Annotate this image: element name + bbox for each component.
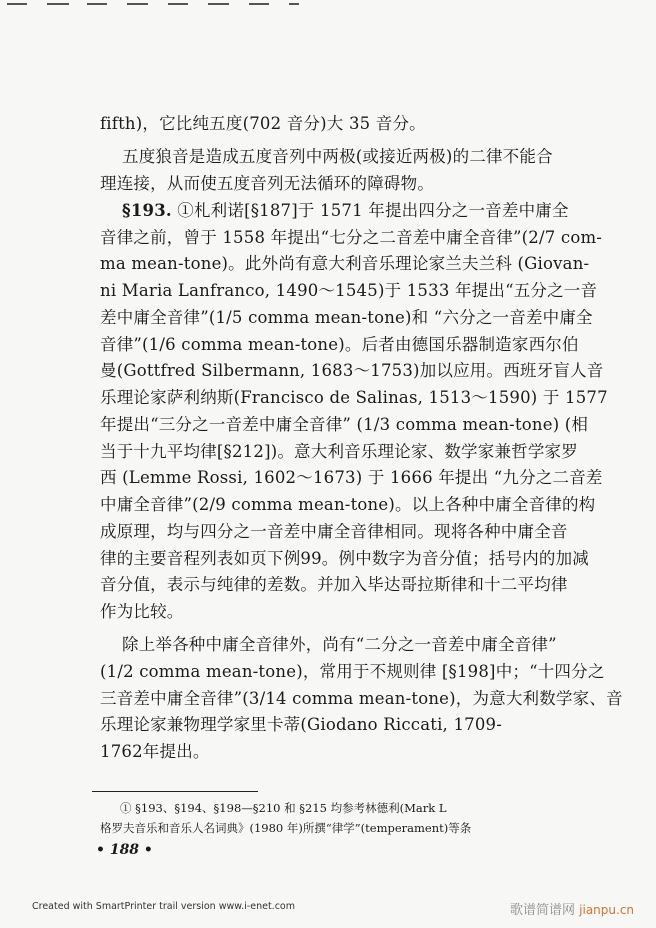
header-dash bbox=[289, 3, 299, 5]
text-line: 乐理论家萨利纳斯(Francisco de Salinas, 1513～1590) 于 1577 bbox=[100, 388, 608, 407]
header-dash bbox=[7, 3, 27, 5]
text-line: 当于十九平均律[§212])。意大利音乐理论家、数学家兼哲学家罗 bbox=[100, 442, 578, 461]
header-dash bbox=[168, 3, 188, 5]
page-number: • 188 • bbox=[96, 842, 153, 858]
site-watermark-cn: 歌谱简谱网 bbox=[510, 903, 576, 918]
text-line: 律的主要音程列表如页下例99。例中数字为音分值；括号内的加减 bbox=[100, 549, 589, 568]
site-watermark-domain: jianpu.cn bbox=[579, 903, 635, 917]
section-heading: §193. bbox=[122, 201, 172, 220]
header-dash bbox=[249, 3, 269, 5]
text-line: (1/2 comma mean-tone)，常用于不规则律 [§198]中；“十四分之 bbox=[100, 662, 605, 681]
text-line: 音律之前，曾于 1558 年提出“七分之二音差中庸全音律”(2/7 com- bbox=[100, 228, 603, 247]
text-line: 理连接，从而使五度音列无法循环的障碍物。 bbox=[100, 174, 434, 193]
text-line: 除上举各种中庸全音律外，尚有“二分之一音差中庸全音律” bbox=[122, 635, 557, 654]
text-line: 三音差中庸全音律”(3/14 comma mean-tone)，为意大利数学家、音 bbox=[100, 689, 623, 708]
header-dash bbox=[208, 3, 229, 5]
footnote-line: ① §193、§194、§198—§210 和 §215 均参考林德利(Mark L bbox=[120, 801, 447, 815]
text-line: 差中庸全音律”(1/5 comma mean-tone)和 “六分之一音差中庸全 bbox=[100, 308, 593, 327]
text-line: 作为比较。 bbox=[100, 602, 184, 621]
text-line: 西 (Lemme Rossi, 1602～1673) 于 1666 年提出 “九分之二音差 bbox=[100, 468, 603, 487]
text-line: 音律”(1/6 comma mean-tone)。后者由德国乐器制造家西尔伯 bbox=[100, 335, 579, 354]
footnote-line: 格罗夫音乐和音乐人名词典》(1980 年)所撰“律学”(temperament)等条 bbox=[100, 821, 472, 835]
text-line: 1762年提出。 bbox=[100, 742, 210, 761]
text-line: 五度狼音是造成五度音列中两极(或接近两极)的二律不能合 bbox=[122, 147, 553, 166]
text-line: 乐理论家兼物理学家里卡蒂(Giodano Riccati, 1709- bbox=[100, 715, 503, 734]
footnote-divider bbox=[92, 791, 258, 792]
text-line: 音分值，表示与纯律的差数。并加入毕达哥拉斯律和十二平均律 bbox=[100, 575, 568, 594]
site-watermark bbox=[510, 899, 634, 918]
header-dash bbox=[87, 3, 107, 5]
text-line: ni Maria Lanfranco, 1490～1545)于 1533 年提出“五分之一音 bbox=[100, 281, 598, 300]
text-line: 成原理，均与四分之一音差中庸全音律相同。现将各种中庸全音 bbox=[100, 522, 568, 541]
smartprinter-watermark: Created with SmartPrinter trail version www.i-enet.com bbox=[32, 901, 295, 912]
text-line: ma mean-tone)。此外尚有意大利音乐理论家兰夫兰科 (Giovan- bbox=[100, 254, 590, 273]
text-line: 中庸全音律”(2/9 comma mean-tone)。以上各种中庸全音律的构 bbox=[100, 495, 596, 514]
header-dash bbox=[127, 3, 148, 5]
text-line: 年提出“三分之一音差中庸全音律” (1/3 comma mean-tone) (相 bbox=[100, 415, 589, 434]
header-dash bbox=[47, 3, 69, 5]
text-line: fifth)，它比纯五度(702 音分)大 35 音分。 bbox=[100, 114, 426, 133]
text-line: §193. ①札利诺[§187]于 1571 年提出四分之一音差中庸全 bbox=[122, 201, 569, 220]
text-line: 曼(Gottfred Silbermann, 1683～1753)加以应用。西班牙盲人音 bbox=[100, 361, 604, 380]
